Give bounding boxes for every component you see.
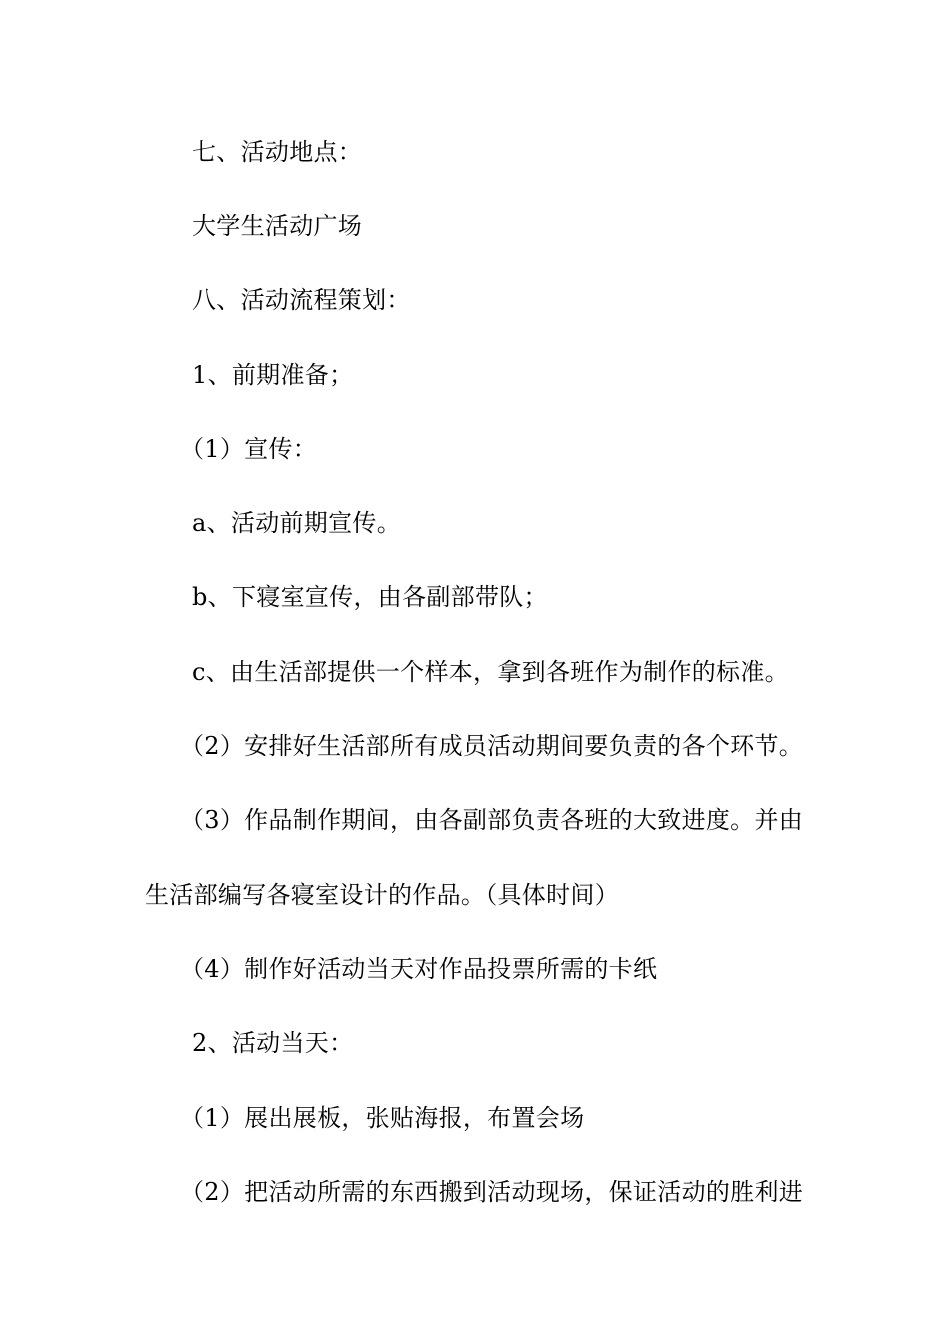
item-3-production: （3）作品制作期间，由各副部负责各班的大致进度。并由 <box>180 806 804 834</box>
item-publicity: （1）宣传： <box>180 435 318 463</box>
item-2-arrangement: （2）安排好生活部所有成员活动期间要负责的各个环节。 <box>180 732 804 760</box>
item-4-voting-cards: （4）制作好活动当天对作品投票所需的卡纸 <box>180 955 658 983</box>
subheading-preparation: 1、前期准备； <box>192 361 354 389</box>
item-b: b、下寝室宣传，由各副部带队； <box>192 583 548 611</box>
item-day-2: （2）把活动所需的东西搬到活动现场，保证活动的胜利进 <box>180 1178 804 1206</box>
section-heading-location: 七、活动地点： <box>192 138 363 166</box>
item-day-1: （1）展出展板，张贴海报，布置会场 <box>180 1104 585 1132</box>
subheading-event-day: 2、活动当天： <box>192 1029 354 1057</box>
item-3-continuation: 生活部编写各寝室设计的作品。（具体时间） <box>145 881 619 909</box>
location-text: 大学生活动广场 <box>192 212 363 240</box>
section-heading-process: 八、活动流程策划： <box>192 286 411 314</box>
item-c: c、由生活部提供一个样本，拿到各班作为制作的标准。 <box>192 658 789 686</box>
item-a: a、活动前期宣传。 <box>192 509 402 537</box>
